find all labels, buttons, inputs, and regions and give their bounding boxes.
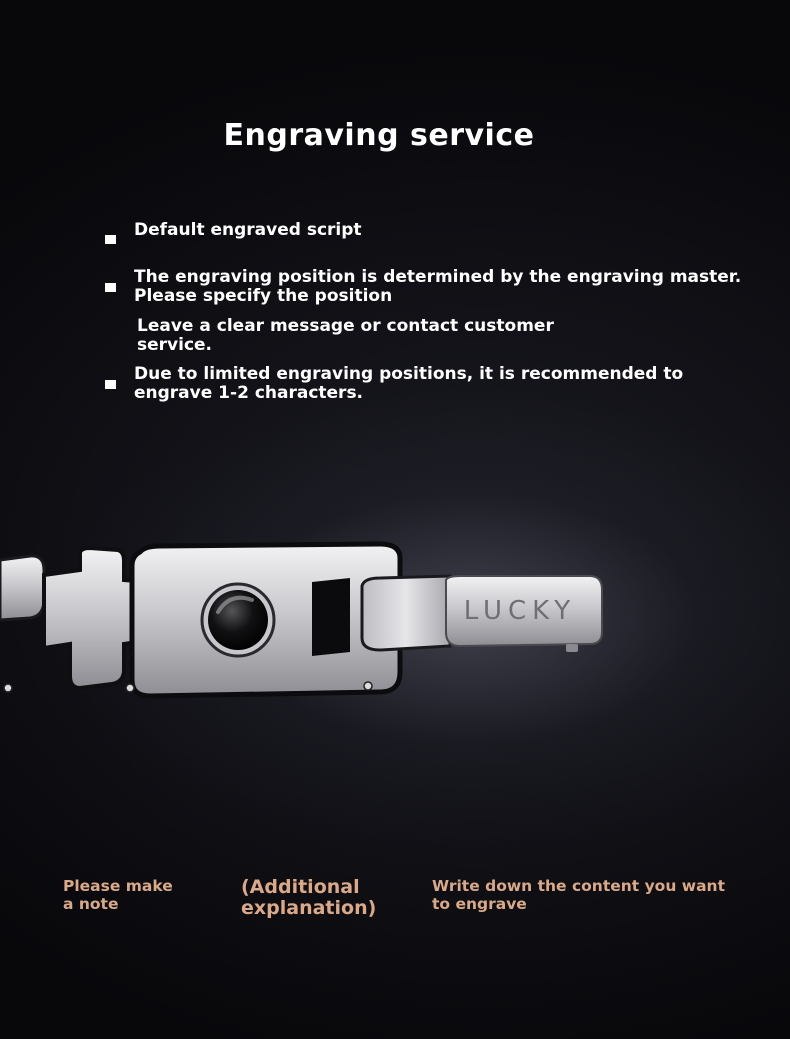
note-limit-line1: Due to limited engraving positions, it is recommended to [134,364,684,384]
note-position-line1: The engraving position is determined by the engraving master. [134,267,742,287]
engrave-instruction-line2: to engrave [432,895,527,913]
bullet-icon [105,380,116,389]
bracelet-cutout [312,578,350,656]
bullet-icon [105,235,116,244]
bracelet-connector [362,576,450,650]
additional-explanation-line1: (Additional [241,876,360,898]
note-contact-line1: Leave a clear message or contact customer [137,316,554,336]
bracelet-link-left [0,556,44,620]
additional-explanation-line2: explanation) [241,897,377,919]
note-label-line2: a note [63,895,119,913]
bullet-icon [105,283,116,292]
bracelet-image [0,520,790,720]
engrave-instruction-line1: Write down the content you want [432,877,725,895]
note-position-line2: Please specify the position [134,286,393,306]
note-label-line1: Please make [63,877,173,895]
note-contact-line2: service. [137,335,213,355]
engraving-text: LUCKY [463,596,577,626]
page-title: Engraving service [223,118,535,153]
note-limit-line2: engrave 1-2 characters. [134,383,364,403]
note-default-script: Default engraved script [134,220,362,240]
